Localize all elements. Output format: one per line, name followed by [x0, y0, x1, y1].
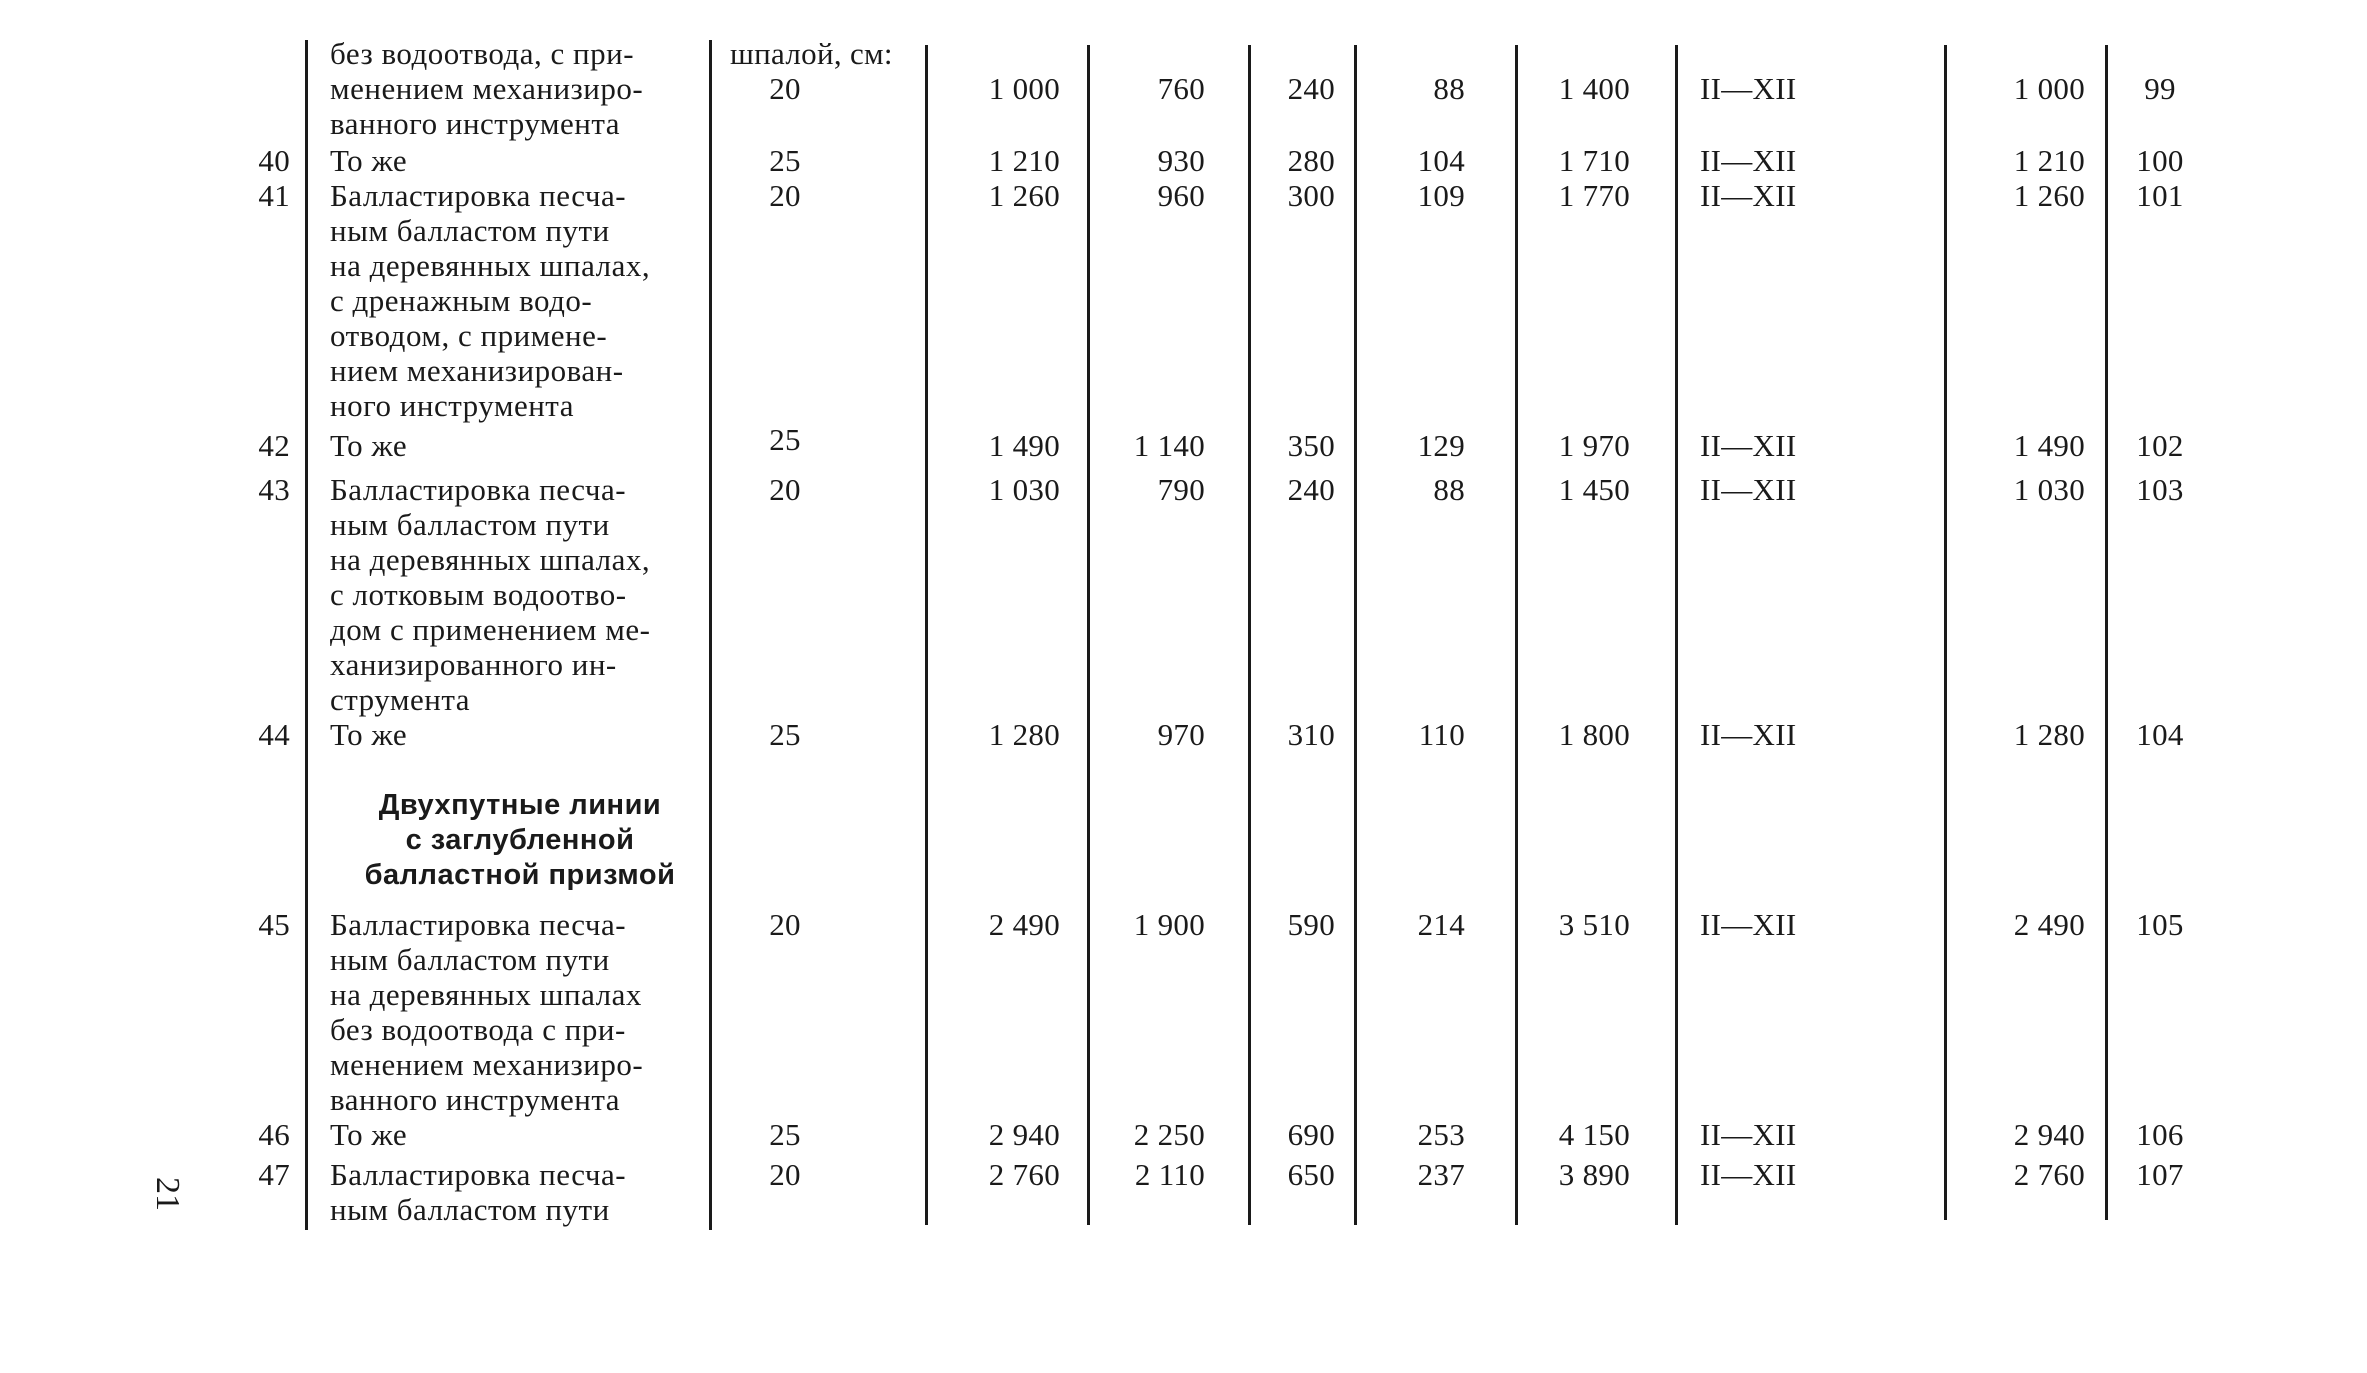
row-desc-line: То же — [330, 428, 408, 463]
row-number: 42 — [258, 428, 290, 463]
cell-col5: 1 770 — [1558, 178, 1630, 213]
cell-col2: 930 — [1157, 143, 1205, 178]
cell-col2: 970 — [1157, 717, 1205, 752]
cell-col2: 790 — [1157, 472, 1205, 507]
cell-col2: 760 — [1157, 71, 1205, 106]
cell-col1: 1 210 — [988, 143, 1060, 178]
row-desc-line: нием механизирован- — [330, 353, 624, 388]
cell-col5: 1 400 — [1558, 71, 1630, 106]
cell-col5: 3 510 — [1558, 907, 1630, 942]
row-desc-line: Балластировка песча- — [330, 907, 627, 942]
cell-col3: 280 — [1287, 143, 1335, 178]
cell-ref: 105 — [2136, 907, 2184, 942]
row-desc-line: на деревянных шпалах, — [330, 248, 651, 283]
cell-ref: 99 — [2144, 71, 2176, 106]
cell-col7: 1 210 — [2013, 143, 2085, 178]
cell-col1: 1 260 — [988, 178, 1060, 213]
cell-col7: 1 490 — [2013, 428, 2085, 463]
cell-col5: 1 710 — [1558, 143, 1630, 178]
continuation-desc-line: менением механизиро- — [330, 71, 644, 106]
cell-col1: 1 280 — [988, 717, 1060, 752]
rule-thickness-right — [925, 45, 928, 1225]
row-number: 43 — [258, 472, 290, 507]
cell-ref: 104 — [2136, 717, 2184, 752]
row-desc-line: То же — [330, 1117, 408, 1152]
cell-ref: 103 — [2136, 472, 2184, 507]
cell-col4: 237 — [1417, 1157, 1465, 1192]
cell-col3: 350 — [1287, 428, 1335, 463]
row-desc-line: дом с применением ме- — [330, 612, 651, 647]
cell-col4: 129 — [1417, 428, 1465, 463]
rule-col2-right — [1248, 45, 1251, 1225]
row-number: 44 — [258, 717, 290, 752]
cell-ref: 101 — [2136, 178, 2184, 213]
row-desc-line: менением механизиро- — [330, 1047, 644, 1082]
thickness-cell: 20 — [769, 907, 801, 942]
cell-col2: 1 140 — [1133, 428, 1205, 463]
thickness-cell: 25 — [769, 717, 801, 752]
cell-col4: 88 — [1433, 71, 1465, 106]
thickness-cell: 20 — [769, 472, 801, 507]
cell-ref: 102 — [2136, 428, 2184, 463]
row-desc-line: Балластировка песча- — [330, 472, 627, 507]
rule-col1-right — [1087, 45, 1090, 1225]
cell-months: II—XII — [1700, 1157, 1797, 1192]
cell-months: II—XII — [1700, 907, 1797, 942]
section-heading-line: с заглубленной — [405, 824, 635, 856]
cell-col4: 104 — [1417, 143, 1465, 178]
cell-ref: 106 — [2136, 1117, 2184, 1152]
row-desc-line: ным балластом пути — [330, 213, 610, 248]
cell-col3: 310 — [1287, 717, 1335, 752]
row-desc-line: с лотковым водоотво- — [330, 577, 627, 612]
rule-col5-right — [1675, 45, 1678, 1225]
cell-months: II—XII — [1700, 428, 1797, 463]
row-number: 41 — [258, 178, 290, 213]
row-desc-line: То же — [330, 143, 408, 178]
cell-col7: 2 940 — [2013, 1117, 2085, 1152]
cell-col4: 110 — [1418, 717, 1465, 752]
row-desc-line: на деревянных шпалах, — [330, 542, 651, 577]
cell-col5: 1 800 — [1558, 717, 1630, 752]
cell-col1: 2 490 — [988, 907, 1060, 942]
cell-months: II—XII — [1700, 717, 1797, 752]
section-heading-line: Двухпутные линии — [378, 789, 662, 821]
cell-col5: 1 970 — [1558, 428, 1630, 463]
row-desc-line: ванного инструмента — [330, 1082, 621, 1117]
cell-col3: 300 — [1287, 178, 1335, 213]
row-number: 40 — [258, 143, 290, 178]
cell-col1: 1 000 — [988, 71, 1060, 106]
cell-col7: 1 030 — [2013, 472, 2085, 507]
rule-col3-right — [1354, 45, 1357, 1225]
row-desc-line: ным балластом пути — [330, 507, 610, 542]
cell-col3: 240 — [1287, 71, 1335, 106]
cell-col7: 1 260 — [2013, 178, 2085, 213]
row-desc-line: ханизированного ин- — [330, 647, 617, 682]
cell-col4: 253 — [1417, 1117, 1465, 1152]
row-desc-line: ного инструмента — [330, 388, 574, 423]
cell-col1: 2 940 — [988, 1117, 1060, 1152]
cell-months: II—XII — [1700, 71, 1797, 106]
cell-col5: 3 890 — [1558, 1157, 1630, 1192]
thickness-cell: 25 — [769, 143, 801, 178]
row-desc-line: Балластировка песча- — [330, 178, 627, 213]
cell-col1: 1 490 — [988, 428, 1060, 463]
cell-col2: 960 — [1157, 178, 1205, 213]
cell-col7: 1 280 — [2013, 717, 2085, 752]
cell-col1: 1 030 — [988, 472, 1060, 507]
page-number: 21 — [149, 1177, 186, 1211]
cell-col1: 2 760 — [988, 1157, 1060, 1192]
row-number: 46 — [258, 1117, 290, 1152]
cell-col2: 2 110 — [1134, 1157, 1205, 1192]
thickness-cell: 20 — [769, 71, 801, 106]
row-desc-line: с дренажным водо- — [330, 283, 593, 318]
row-desc-line: Балластировка песча- — [330, 1157, 627, 1192]
cell-col4: 109 — [1417, 178, 1465, 213]
thickness-cell: 20 — [769, 1157, 801, 1192]
cell-ref: 107 — [2136, 1157, 2184, 1192]
thickness-cell: 20 — [769, 178, 801, 213]
cell-col3: 240 — [1287, 472, 1335, 507]
section-heading-line: балластной призмой — [364, 859, 676, 891]
cell-col3: 590 — [1287, 907, 1335, 942]
rule-col6-right — [1944, 45, 1947, 1220]
rule-desc-left — [305, 40, 308, 1230]
continuation-desc-line: ванного инструмента — [330, 106, 621, 141]
row-desc-line: ным балластом пути — [330, 942, 610, 977]
thickness-header: шпалой, см: — [730, 36, 893, 71]
row-desc-line: ным балластом пути — [330, 1192, 610, 1227]
cell-months: II—XII — [1700, 472, 1797, 507]
row-number: 47 — [258, 1157, 290, 1192]
row-desc-line: струмента — [330, 682, 471, 717]
rule-col4-right — [1515, 45, 1518, 1225]
cell-col5: 4 150 — [1558, 1117, 1630, 1152]
continuation-desc-line: без водоотвода, с при- — [330, 36, 635, 71]
cell-col5: 1 450 — [1558, 472, 1630, 507]
cell-col4: 214 — [1417, 907, 1465, 942]
cell-col4: 88 — [1433, 472, 1465, 507]
cell-col2: 2 250 — [1133, 1117, 1205, 1152]
thickness-cell: 25 — [769, 422, 801, 457]
rule-col7-right — [2105, 45, 2108, 1220]
cell-months: II—XII — [1700, 178, 1797, 213]
row-desc-line: отводом, с примене- — [330, 318, 608, 353]
cell-col7: 2 760 — [2013, 1157, 2085, 1192]
cell-ref: 100 — [2136, 143, 2184, 178]
thickness-cell: 25 — [769, 1117, 801, 1152]
cell-col3: 690 — [1287, 1117, 1335, 1152]
cell-col7: 1 000 — [2013, 71, 2085, 106]
row-number: 45 — [258, 907, 290, 942]
row-desc-line: То же — [330, 717, 408, 752]
cell-months: II—XII — [1700, 1117, 1797, 1152]
cell-col3: 650 — [1287, 1157, 1335, 1192]
row-desc-line: на деревянных шпалах — [330, 977, 642, 1012]
cell-months: II—XII — [1700, 143, 1797, 178]
row-desc-line: без водоотвода с при- — [330, 1012, 626, 1047]
cell-col2: 1 900 — [1133, 907, 1205, 942]
cell-col7: 2 490 — [2013, 907, 2085, 942]
